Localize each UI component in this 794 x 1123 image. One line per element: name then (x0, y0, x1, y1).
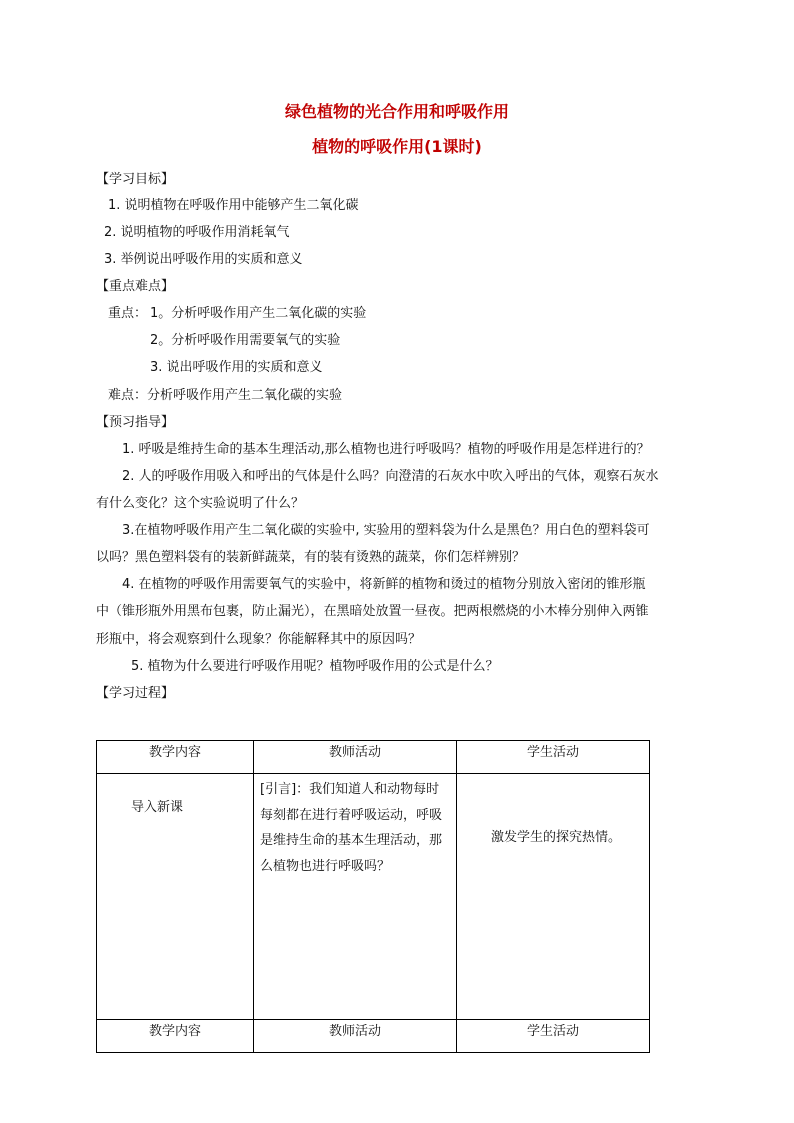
preview-heading: 【预习指导】 (96, 415, 175, 430)
lesson-table (96, 740, 650, 1053)
column-header: 教师活动 (254, 741, 457, 774)
table-cell-teacher: [引言]：我们知道人和动物每时每刻都在进行着呼吸运动，呼吸是维持生命的基本生理活动，那么植物也进行呼吸吗？ (254, 774, 457, 1020)
column-header: 教师活动 (254, 1020, 457, 1053)
column-header: 学生活动 (457, 741, 650, 774)
table-cell-student: 激发学生的探究热情。 (457, 774, 650, 1020)
key-item: 1。分析呼吸作用产生二氧化碳的实验 (150, 306, 367, 321)
column-header: 教学内容 (97, 1020, 254, 1053)
preview-line: 2. 人的呼吸作用吸入和呼出的气体是什么吗？向澄清的石灰水中吹入呼出的气体，观察石灰水 (122, 469, 659, 484)
preview-line: 1. 呼吸是维持生命的基本生理活动,那么植物也进行呼吸吗？植物的呼吸作用是怎样进行的？ (122, 442, 650, 457)
objective-item: 3. 举例说出呼吸作用的实质和意义 (104, 252, 303, 267)
preview-line: 形瓶中，将会观察到什么现象？你能解释其中的原因吗？ (96, 632, 422, 647)
page-title: 绿色植物的光合作用和呼吸作用 (284, 102, 509, 121)
difficult-point: 难点：分析呼吸作用产生二氧化碳的实验 (108, 388, 343, 403)
key-item: 2。分析呼吸作用需要氧气的实验 (150, 333, 341, 348)
column-header: 教学内容 (97, 741, 254, 774)
preview-line: 5. 植物为什么要进行呼吸作用呢？植物呼吸作用的公式是什么？ (131, 659, 499, 674)
objectives-heading: 【学习目标】 (96, 172, 175, 187)
preview-line: 中（锥形瓶外用黑布包裹，防止漏光），在黑暗处放置一昼夜。把两根燃烧的小木棒分别伸入两锥 (96, 604, 649, 619)
table-row (97, 774, 650, 1020)
key-item: 3. 说出呼吸作用的实质和意义 (150, 360, 323, 375)
preview-line: 有什么变化？这个实验说明了什么？ (96, 496, 305, 511)
objective-item: 1. 说明植物在呼吸作用中能够产生二氧化碳 (108, 198, 359, 213)
table-cell-content: 导入新课 (97, 774, 254, 1020)
key-label: 重点： (108, 306, 148, 321)
page-subtitle: 植物的呼吸作用(1课时) (312, 137, 482, 156)
objective-item: 2. 说明植物的呼吸作用消耗氧气 (104, 225, 290, 240)
keypoints-heading: 【重点难点】 (96, 279, 175, 294)
process-heading: 【学习过程】 (96, 686, 175, 701)
preview-line: 3.在植物呼吸作用产生二氧化碳的实验中, 实验用的塑料袋为什么是黑色？用白色的塑料袋可 (122, 523, 650, 538)
column-header: 学生活动 (457, 1020, 650, 1053)
preview-line: 4. 在植物的呼吸作用需要氧气的实验中，将新鲜的植物和烫过的植物分别放入密闭的锥形瓶 (122, 577, 646, 592)
table-footer-row (97, 1020, 650, 1053)
table-header-row (97, 741, 650, 774)
preview-line: 以吗？黑色塑料袋有的装新鲜蔬菜，有的装有烫熟的蔬菜，你们怎样辨别？ (96, 550, 526, 565)
